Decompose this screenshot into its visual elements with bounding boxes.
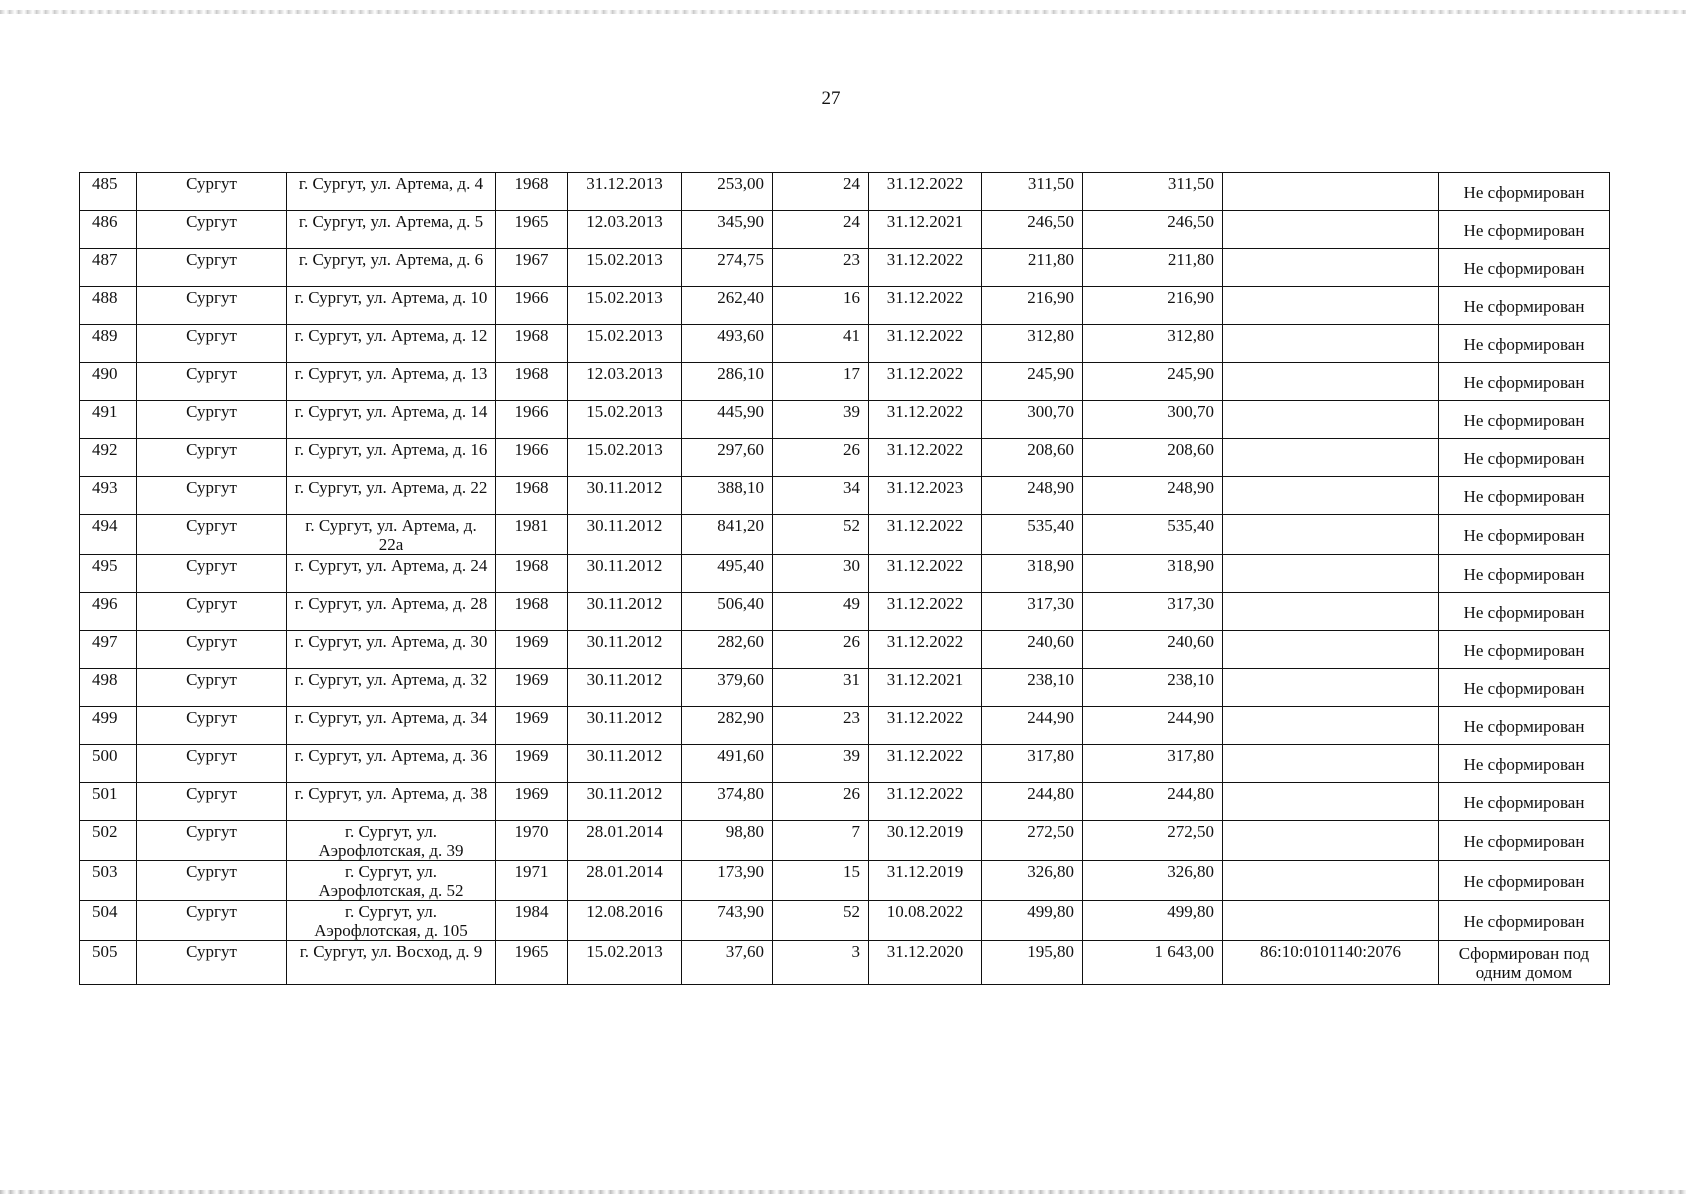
- cell-value-3: 244,90: [1083, 707, 1223, 745]
- cell-status: Не сформирован: [1439, 593, 1610, 631]
- cell-value-2: 248,90: [982, 477, 1083, 515]
- cell-address: г. Сургут, ул. Аэрофлотская, д. 39: [287, 821, 496, 861]
- cell-status: Не сформирован: [1439, 325, 1610, 363]
- cell-status: Не сформирован: [1439, 363, 1610, 401]
- cell-address: г. Сургут, ул. Аэрофлотская, д. 105: [287, 901, 496, 941]
- cell-address: г. Сургут, ул. Аэрофлотская, д. 52: [287, 861, 496, 901]
- cell-cadastral-number: [1223, 439, 1439, 477]
- cell-city: Сургут: [137, 745, 287, 783]
- cell-count: 41: [773, 325, 869, 363]
- cell-date-end: 31.12.2022: [869, 401, 982, 439]
- cell-date-start: 30.11.2012: [568, 631, 682, 669]
- cell-status: Не сформирован: [1439, 821, 1610, 861]
- cell-date-start: 15.02.2013: [568, 439, 682, 477]
- cell-value-3: 246,50: [1083, 211, 1223, 249]
- cell-year: 1968: [496, 325, 568, 363]
- cell-value-1: 286,10: [682, 363, 773, 401]
- table-row: [80, 941, 1610, 985]
- cell-value-3: 535,40: [1083, 515, 1223, 555]
- cell-city: Сургут: [137, 515, 287, 555]
- cell-value-2: 238,10: [982, 669, 1083, 707]
- cell-number: 489: [80, 325, 137, 363]
- table-row: [80, 707, 1610, 745]
- cell-year: 1967: [496, 249, 568, 287]
- cell-cadastral-number: [1223, 211, 1439, 249]
- table-row: [80, 631, 1610, 669]
- cell-number: 495: [80, 555, 137, 593]
- cell-status: Не сформирован: [1439, 173, 1610, 211]
- cell-value-1: 841,20: [682, 515, 773, 555]
- cell-value-2: 311,50: [982, 173, 1083, 211]
- cell-value-3: 312,80: [1083, 325, 1223, 363]
- table-row: [80, 901, 1610, 941]
- cell-city: Сургут: [137, 783, 287, 821]
- cell-value-1: 379,60: [682, 669, 773, 707]
- cell-status: Не сформирован: [1439, 249, 1610, 287]
- cell-year: 1969: [496, 631, 568, 669]
- cell-number: 492: [80, 439, 137, 477]
- table-row: [80, 363, 1610, 401]
- cell-value-1: 297,60: [682, 439, 773, 477]
- cell-date-end: 31.12.2022: [869, 515, 982, 555]
- cell-value-1: 506,40: [682, 593, 773, 631]
- cell-city: Сургут: [137, 821, 287, 861]
- cell-value-3: 326,80: [1083, 861, 1223, 901]
- cell-year: 1968: [496, 555, 568, 593]
- cell-address: г. Сургут, ул. Артема, д. 30: [287, 631, 496, 669]
- cell-count: 39: [773, 401, 869, 439]
- cell-date-end: 10.08.2022: [869, 901, 982, 941]
- cell-value-1: 37,60: [682, 941, 773, 985]
- cell-date-end: 31.12.2022: [869, 363, 982, 401]
- cell-date-start: 31.12.2013: [568, 173, 682, 211]
- cell-date-start: 28.01.2014: [568, 821, 682, 861]
- cell-number: 499: [80, 707, 137, 745]
- cell-number: 496: [80, 593, 137, 631]
- cell-cadastral-number: [1223, 249, 1439, 287]
- cell-value-3: 216,90: [1083, 287, 1223, 325]
- cell-status: Не сформирован: [1439, 515, 1610, 555]
- cell-date-end: 31.12.2021: [869, 669, 982, 707]
- cell-value-1: 282,90: [682, 707, 773, 745]
- cell-cadastral-number: [1223, 515, 1439, 555]
- cell-year: 1984: [496, 901, 568, 941]
- cell-value-3: 318,90: [1083, 555, 1223, 593]
- cell-address: г. Сургут, ул. Артема, д. 12: [287, 325, 496, 363]
- cell-city: Сургут: [137, 249, 287, 287]
- cell-year: 1969: [496, 707, 568, 745]
- cell-date-start: 15.02.2013: [568, 249, 682, 287]
- cell-cadastral-number: [1223, 325, 1439, 363]
- table-row: [80, 401, 1610, 439]
- cell-year: 1969: [496, 669, 568, 707]
- cell-status: Не сформирован: [1439, 211, 1610, 249]
- cell-value-2: 208,60: [982, 439, 1083, 477]
- cell-status: Не сформирован: [1439, 287, 1610, 325]
- cell-value-2: 535,40: [982, 515, 1083, 555]
- table-row: [80, 783, 1610, 821]
- cell-number: 493: [80, 477, 137, 515]
- cell-date-start: 12.03.2013: [568, 363, 682, 401]
- cell-date-start: 30.11.2012: [568, 593, 682, 631]
- table-row: [80, 249, 1610, 287]
- cell-address: г. Сургут, ул. Артема, д. 34: [287, 707, 496, 745]
- cell-value-3: 208,60: [1083, 439, 1223, 477]
- cell-status: Сформирован под одним домом: [1439, 941, 1610, 985]
- cell-status: Не сформирован: [1439, 901, 1610, 941]
- scan-edge-bottom: [0, 1190, 1686, 1194]
- cell-date-start: 30.11.2012: [568, 783, 682, 821]
- cell-value-2: 246,50: [982, 211, 1083, 249]
- cell-year: 1968: [496, 593, 568, 631]
- cell-date-start: 30.11.2012: [568, 477, 682, 515]
- table-row: [80, 439, 1610, 477]
- cell-value-3: 240,60: [1083, 631, 1223, 669]
- cell-count: 34: [773, 477, 869, 515]
- cell-value-2: 318,90: [982, 555, 1083, 593]
- cell-number: 498: [80, 669, 137, 707]
- cell-count: 26: [773, 783, 869, 821]
- cell-value-3: 245,90: [1083, 363, 1223, 401]
- cell-city: Сургут: [137, 555, 287, 593]
- cell-number: 505: [80, 941, 137, 985]
- cell-status: Не сформирован: [1439, 783, 1610, 821]
- table-body: [80, 173, 1610, 985]
- cell-date-start: 30.11.2012: [568, 515, 682, 555]
- cell-city: Сургут: [137, 173, 287, 211]
- cell-date-end: 31.12.2021: [869, 211, 982, 249]
- cell-value-3: 238,10: [1083, 669, 1223, 707]
- cell-date-end: 31.12.2022: [869, 173, 982, 211]
- cell-count: 26: [773, 631, 869, 669]
- cell-year: 1965: [496, 211, 568, 249]
- cell-date-end: 31.12.2022: [869, 631, 982, 669]
- cell-year: 1981: [496, 515, 568, 555]
- cell-number: 500: [80, 745, 137, 783]
- cell-cadastral-number: [1223, 861, 1439, 901]
- cell-status: Не сформирован: [1439, 861, 1610, 901]
- table-row: [80, 477, 1610, 515]
- cell-status: Не сформирован: [1439, 401, 1610, 439]
- cell-date-end: 31.12.2023: [869, 477, 982, 515]
- scan-edge-top: [0, 10, 1686, 14]
- page-number: 27: [821, 88, 841, 109]
- cell-date-start: 15.02.2013: [568, 325, 682, 363]
- cell-city: Сургут: [137, 287, 287, 325]
- cell-year: 1966: [496, 287, 568, 325]
- cell-cadastral-number: [1223, 745, 1439, 783]
- cell-status: Не сформирован: [1439, 439, 1610, 477]
- cell-value-3: 244,80: [1083, 783, 1223, 821]
- table-row: [80, 669, 1610, 707]
- cell-cadastral-number: [1223, 631, 1439, 669]
- table-row: [80, 211, 1610, 249]
- cell-cadastral-number: [1223, 821, 1439, 861]
- cell-city: Сургут: [137, 631, 287, 669]
- cell-value-3: 248,90: [1083, 477, 1223, 515]
- cell-status: Не сформирован: [1439, 745, 1610, 783]
- cell-count: 26: [773, 439, 869, 477]
- cell-value-2: 312,80: [982, 325, 1083, 363]
- cell-date-start: 28.01.2014: [568, 861, 682, 901]
- cell-year: 1968: [496, 173, 568, 211]
- cell-value-3: 311,50: [1083, 173, 1223, 211]
- cell-cadastral-number: [1223, 783, 1439, 821]
- cell-value-1: 282,60: [682, 631, 773, 669]
- cell-value-1: 445,90: [682, 401, 773, 439]
- cell-city: Сургут: [137, 211, 287, 249]
- cell-cadastral-number: [1223, 401, 1439, 439]
- cell-address: г. Сургут, ул. Артема, д. 14: [287, 401, 496, 439]
- cell-year: 1966: [496, 439, 568, 477]
- cell-date-end: 31.12.2022: [869, 555, 982, 593]
- cell-count: 23: [773, 249, 869, 287]
- cell-date-end: 31.12.2022: [869, 783, 982, 821]
- cell-value-2: 195,80: [982, 941, 1083, 985]
- cell-city: Сургут: [137, 669, 287, 707]
- table-row: [80, 515, 1610, 555]
- cell-status: Не сформирован: [1439, 707, 1610, 745]
- cell-address: г. Сургут, ул. Артема, д. 32: [287, 669, 496, 707]
- cell-value-3: 317,30: [1083, 593, 1223, 631]
- cell-value-2: 244,80: [982, 783, 1083, 821]
- cell-cadastral-number: [1223, 363, 1439, 401]
- cell-date-end: 31.12.2022: [869, 325, 982, 363]
- cell-date-end: 31.12.2019: [869, 861, 982, 901]
- cell-value-3: 1 643,00: [1083, 941, 1223, 985]
- cell-city: Сургут: [137, 401, 287, 439]
- cell-address: г. Сургут, ул. Артема, д. 28: [287, 593, 496, 631]
- cell-year: 1969: [496, 783, 568, 821]
- cell-count: 17: [773, 363, 869, 401]
- cell-address: г. Сургут, ул. Восход, д. 9: [287, 941, 496, 985]
- cell-city: Сургут: [137, 477, 287, 515]
- cell-count: 39: [773, 745, 869, 783]
- table-row: [80, 555, 1610, 593]
- cell-city: Сургут: [137, 439, 287, 477]
- table-row: [80, 173, 1610, 211]
- cell-city: Сургут: [137, 363, 287, 401]
- cell-address: г. Сургут, ул. Артема, д. 16: [287, 439, 496, 477]
- cell-date-end: 31.12.2020: [869, 941, 982, 985]
- cell-cadastral-number: [1223, 707, 1439, 745]
- cell-address: г. Сургут, ул. Артема, д. 38: [287, 783, 496, 821]
- cell-value-1: 491,60: [682, 745, 773, 783]
- cell-number: 487: [80, 249, 137, 287]
- cell-date-start: 12.03.2013: [568, 211, 682, 249]
- cell-address: г. Сургут, ул. Артема, д. 5: [287, 211, 496, 249]
- table-row: [80, 745, 1610, 783]
- cell-value-3: 211,80: [1083, 249, 1223, 287]
- cell-number: 494: [80, 515, 137, 555]
- cell-number: 490: [80, 363, 137, 401]
- cell-value-1: 98,80: [682, 821, 773, 861]
- cell-status: Не сформирован: [1439, 477, 1610, 515]
- cell-number: 502: [80, 821, 137, 861]
- table-row: [80, 861, 1610, 901]
- cell-date-start: 12.08.2016: [568, 901, 682, 941]
- cell-city: Сургут: [137, 941, 287, 985]
- cell-number: 501: [80, 783, 137, 821]
- cell-address: г. Сургут, ул. Артема, д. 13: [287, 363, 496, 401]
- cell-value-1: 388,10: [682, 477, 773, 515]
- cell-date-end: 30.12.2019: [869, 821, 982, 861]
- cell-count: 24: [773, 211, 869, 249]
- cell-address: г. Сургут, ул. Артема, д. 10: [287, 287, 496, 325]
- cell-count: 16: [773, 287, 869, 325]
- cell-value-2: 317,80: [982, 745, 1083, 783]
- cell-number: 488: [80, 287, 137, 325]
- cell-number: 497: [80, 631, 137, 669]
- cell-cadastral-number: [1223, 901, 1439, 941]
- cell-date-start: 30.11.2012: [568, 555, 682, 593]
- cell-city: Сургут: [137, 593, 287, 631]
- cell-address: г. Сургут, ул. Артема, д. 6: [287, 249, 496, 287]
- cell-address: г. Сургут, ул. Артема, д. 24: [287, 555, 496, 593]
- cell-value-1: 374,80: [682, 783, 773, 821]
- cell-year: 1968: [496, 363, 568, 401]
- cell-value-1: 262,40: [682, 287, 773, 325]
- cell-value-3: 499,80: [1083, 901, 1223, 941]
- cell-value-1: 493,60: [682, 325, 773, 363]
- cell-value-2: 272,50: [982, 821, 1083, 861]
- cell-count: 49: [773, 593, 869, 631]
- cell-value-2: 317,30: [982, 593, 1083, 631]
- cell-count: 31: [773, 669, 869, 707]
- cell-value-2: 211,80: [982, 249, 1083, 287]
- table-row: [80, 325, 1610, 363]
- cell-count: 24: [773, 173, 869, 211]
- cell-value-1: 495,40: [682, 555, 773, 593]
- cell-value-2: 240,60: [982, 631, 1083, 669]
- cell-value-3: 272,50: [1083, 821, 1223, 861]
- table-row: [80, 821, 1610, 861]
- cell-count: 3: [773, 941, 869, 985]
- cell-cadastral-number: 86:10:0101140:2076: [1223, 941, 1439, 985]
- cell-date-start: 15.02.2013: [568, 941, 682, 985]
- cell-value-3: 300,70: [1083, 401, 1223, 439]
- cell-cadastral-number: [1223, 477, 1439, 515]
- cell-count: 7: [773, 821, 869, 861]
- cell-count: 15: [773, 861, 869, 901]
- cell-cadastral-number: [1223, 593, 1439, 631]
- cell-date-start: 15.02.2013: [568, 287, 682, 325]
- cell-value-2: 300,70: [982, 401, 1083, 439]
- cell-cadastral-number: [1223, 287, 1439, 325]
- table-row: [80, 287, 1610, 325]
- housing-register-table: [79, 172, 1610, 985]
- cell-year: 1968: [496, 477, 568, 515]
- cell-city: Сургут: [137, 901, 287, 941]
- cell-value-1: 173,90: [682, 861, 773, 901]
- cell-address: г. Сургут, ул. Артема, д. 22а: [287, 515, 496, 555]
- cell-number: 491: [80, 401, 137, 439]
- cell-status: Не сформирован: [1439, 669, 1610, 707]
- cell-count: 23: [773, 707, 869, 745]
- cell-value-2: 245,90: [982, 363, 1083, 401]
- cell-value-2: 326,80: [982, 861, 1083, 901]
- cell-value-1: 345,90: [682, 211, 773, 249]
- cell-date-end: 31.12.2022: [869, 745, 982, 783]
- cell-value-1: 274,75: [682, 249, 773, 287]
- cell-status: Не сформирован: [1439, 631, 1610, 669]
- cell-year: 1966: [496, 401, 568, 439]
- cell-year: 1969: [496, 745, 568, 783]
- cell-value-2: 244,90: [982, 707, 1083, 745]
- cell-date-end: 31.12.2022: [869, 707, 982, 745]
- cell-count: 52: [773, 901, 869, 941]
- cell-year: 1970: [496, 821, 568, 861]
- cell-date-end: 31.12.2022: [869, 593, 982, 631]
- cell-cadastral-number: [1223, 669, 1439, 707]
- cell-cadastral-number: [1223, 173, 1439, 211]
- cell-address: г. Сургут, ул. Артема, д. 4: [287, 173, 496, 211]
- cell-date-start: 30.11.2012: [568, 669, 682, 707]
- cell-date-start: 30.11.2012: [568, 745, 682, 783]
- cell-value-2: 216,90: [982, 287, 1083, 325]
- cell-cadastral-number: [1223, 555, 1439, 593]
- table-row: [80, 593, 1610, 631]
- cell-value-3: 317,80: [1083, 745, 1223, 783]
- cell-number: 503: [80, 861, 137, 901]
- cell-city: Сургут: [137, 325, 287, 363]
- cell-date-start: 15.02.2013: [568, 401, 682, 439]
- cell-number: 504: [80, 901, 137, 941]
- cell-date-end: 31.12.2022: [869, 249, 982, 287]
- cell-number: 485: [80, 173, 137, 211]
- cell-date-start: 30.11.2012: [568, 707, 682, 745]
- cell-count: 52: [773, 515, 869, 555]
- cell-address: г. Сургут, ул. Артема, д. 36: [287, 745, 496, 783]
- cell-year: 1971: [496, 861, 568, 901]
- cell-number: 486: [80, 211, 137, 249]
- cell-city: Сургут: [137, 707, 287, 745]
- cell-year: 1965: [496, 941, 568, 985]
- cell-count: 30: [773, 555, 869, 593]
- cell-city: Сургут: [137, 861, 287, 901]
- cell-value-1: 743,90: [682, 901, 773, 941]
- cell-status: Не сформирован: [1439, 555, 1610, 593]
- cell-date-end: 31.12.2022: [869, 287, 982, 325]
- cell-value-2: 499,80: [982, 901, 1083, 941]
- cell-address: г. Сургут, ул. Артема, д. 22: [287, 477, 496, 515]
- cell-value-1: 253,00: [682, 173, 773, 211]
- cell-date-end: 31.12.2022: [869, 439, 982, 477]
